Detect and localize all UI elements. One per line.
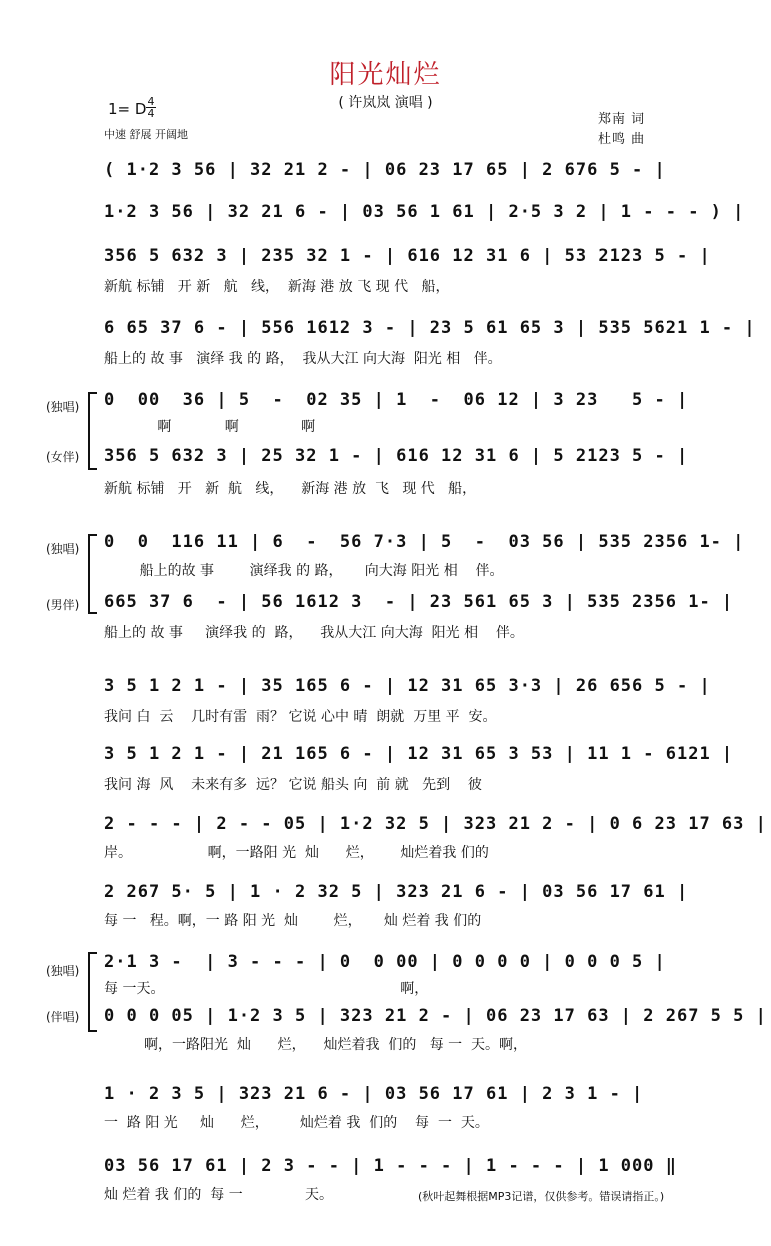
- part-label-male: (男伴): [46, 598, 80, 612]
- lyric-line: 一 路 阳 光 灿 烂， 灿烂着 我 们的 每 一 天。: [104, 1115, 489, 1131]
- score-line-notes: 1 · 2 3 5 | 323 21 6 - | 03 56 17 61 | 2 3 1 - |: [104, 1084, 644, 1104]
- part-label-solo: (独唱): [46, 964, 80, 978]
- part-label-solo: (独唱): [46, 542, 80, 556]
- tempo-marking: 中速 舒展 开阔地: [104, 128, 188, 141]
- score-line-notes: 356 5 632 3 | 235 32 1 - | 616 12 31 6 | 53 2123 5 - |: [104, 246, 711, 266]
- score-line-notes: 0 0 0 05 | 1·2 3 5 | 323 21 2 - | 06 23 17 63 | 2 267 5 5 |: [104, 1006, 767, 1026]
- lyric-line: 新航 标铺 开 新 航 线， 新海 港 放 飞 现 代 船，: [104, 279, 450, 295]
- score-line-notes: 2 - - - | 2 - - 05 | 1·2 32 5 | 323 21 2 - | 0 6 23 17 63 |: [104, 814, 767, 834]
- part-label-female: (女伴): [46, 450, 80, 464]
- part-label-accomp: (伴唱): [46, 1010, 80, 1024]
- song-title: 阳光灿烂: [329, 60, 442, 90]
- lyric-line: 啊 啊 啊: [104, 419, 316, 435]
- transcriber-note: (秋叶起舞根据MP3记谱，仅供参考。错误请指正。): [418, 1190, 665, 1203]
- lyric-line: 船上的故 事 演绎我 的 路， 向大海 阳光 相 伴。: [104, 563, 504, 579]
- lyric-line: 新航 标铺 开 新 航 线， 新海 港 放 飞 现 代 船，: [104, 481, 477, 497]
- time-signature: [146, 96, 156, 119]
- lyric-line: 船上的 故 事 演绎 我 的 路， 我从大江 向大海 阳光 相 伴。: [104, 351, 502, 367]
- score-line-notes: 3 5 1 2 1 - | 21 165 6 - | 12 31 65 3 53 | 11 1 - 6121 |: [104, 744, 734, 764]
- lyric-line: 岸。 啊，一路阳 光 灿 烂， 灿烂着我 们的: [104, 845, 489, 861]
- score-line-notes: 0 00 36 | 5 - 02 35 | 1 - 06 12 | 3 23 5 - |: [104, 390, 689, 410]
- score-line-notes: 0 0 116 11 | 6 - 56 7·3 | 5 - 03 56 | 535 2356 1- |: [104, 532, 745, 552]
- score-line-notes: 3 5 1 2 1 - | 35 165 6 - | 12 31 65 3·3 | 26 656 5 - |: [104, 676, 711, 696]
- system-brace: [88, 952, 97, 1032]
- lyric-line: 船上的 故 事 演绎我 的 路， 我从大江 向大海 阳光 相 伴。: [104, 625, 524, 641]
- score-line-notes: 2 267 5· 5 | 1 · 2 32 5 | 323 21 6 - | 03 56 17 61 |: [104, 882, 689, 902]
- composer-credit: 杜鸣 曲: [598, 132, 646, 147]
- score-line-notes: 356 5 632 3 | 25 32 1 - | 616 12 31 6 | 5 2123 5 - |: [104, 446, 689, 466]
- score-line-notes: 1·2 3 56 | 32 21 6 - | 03 56 1 61 | 2·5 3 2 | 1 - - - ) |: [104, 202, 745, 222]
- score-line-notes: 6 65 37 6 - | 556 1612 3 - | 23 5 61 65 3 | 535 5621 1 - |: [104, 318, 756, 338]
- lyric-line: 我问 白 云 几时有雷 雨？ 它说 心中 晴 朗就 万里 平 安。: [104, 709, 497, 725]
- lyric-line: 啊，一路阳光 灿 烂， 灿烂着我 们的 每 一 天。啊，: [104, 1037, 528, 1053]
- system-brace: [88, 392, 97, 470]
- score-line-notes: 03 56 17 61 | 2 3 - - | 1 - - - | 1 - - - | 1 000 ‖: [104, 1156, 677, 1176]
- time-top: 4: [147, 95, 155, 108]
- key-signature: 1= D: [108, 100, 147, 118]
- score-line-notes: 665 37 6 - | 56 1612 3 - | 23 561 65 3 | 535 2356 1- |: [104, 592, 734, 612]
- system-brace: [88, 534, 97, 614]
- lyricist-credit: 郑南 词: [598, 112, 646, 127]
- singer-credit: ( 许岚岚 演唱 ): [338, 95, 433, 111]
- time-bottom: 4: [147, 107, 155, 120]
- score-line-notes: 2·1 3 - | 3 - - - | 0 0 00 | 0 0 0 0 | 0 0 0 5 |: [104, 952, 666, 972]
- lyric-line: 我问 海 风 未来有多 远？ 它说 船头 向 前 就 先到 彼: [104, 777, 482, 793]
- lyric-line: 灿 烂着 我 们的 每 一 天。: [104, 1187, 334, 1203]
- lyric-line: 每 一天。 啊，: [104, 981, 429, 997]
- lyric-line: 每 一 程。啊，一 路 阳 光 灿 烂， 灿 烂着 我 们的: [104, 913, 482, 929]
- score-line-notes: ( 1·2 3 56 | 32 21 2 - | 06 23 17 65 | 2 676 5 - |: [104, 160, 666, 180]
- part-label-solo: (独唱): [46, 400, 80, 414]
